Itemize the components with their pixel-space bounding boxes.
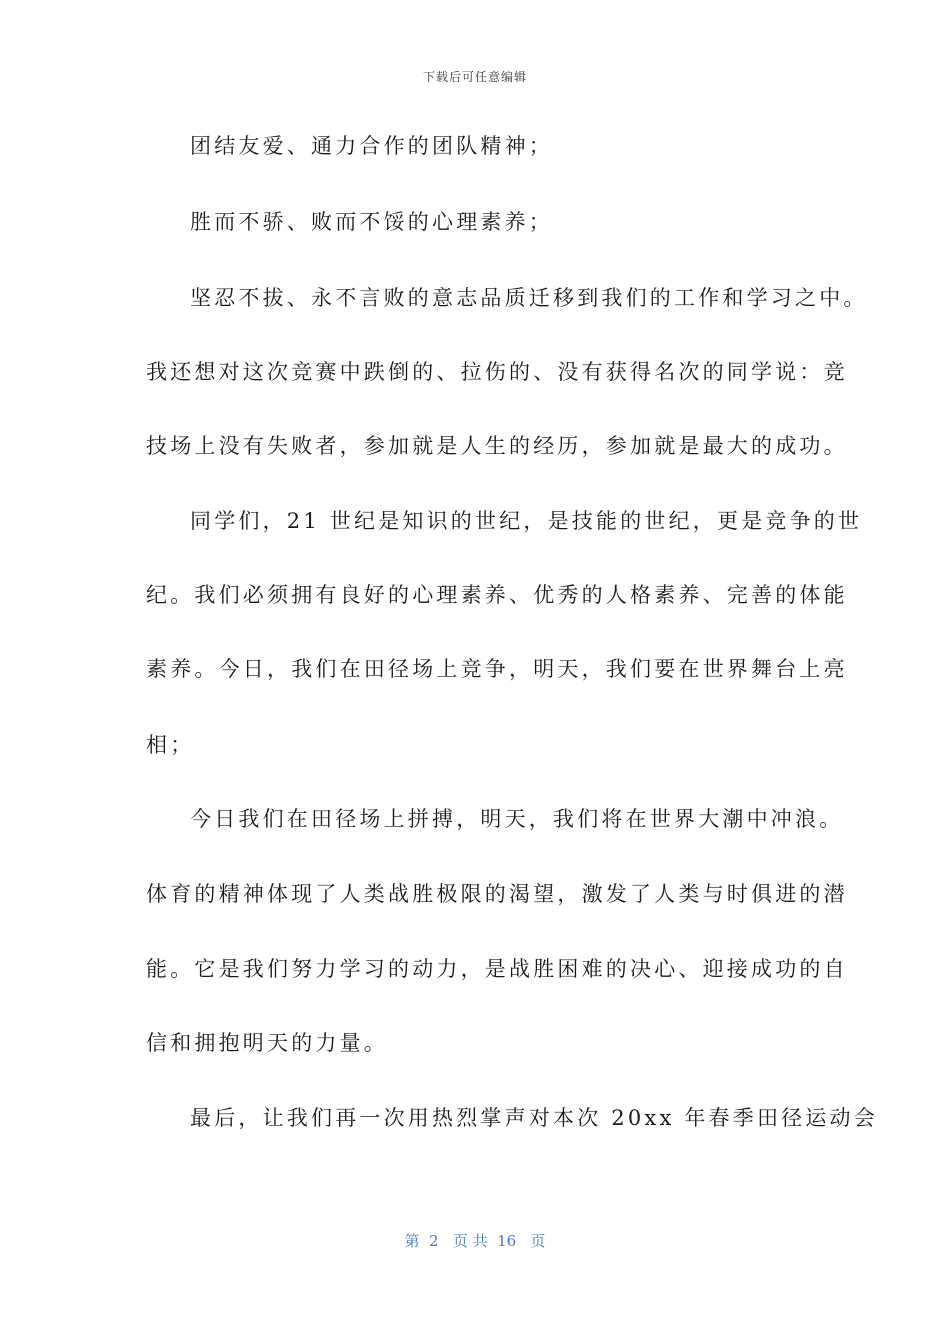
body-line: 胜而不骄、败而不馁的心理素养； [190,210,553,234]
body-line: 能。它是我们努力学习的动力，是战胜困难的决心、迎接成功的自 [146,957,848,981]
body-line: 同学们，21 世纪是知识的世纪，是技能的世纪，更是竞争的世 [190,509,863,533]
body-line: 今日我们在田径场上拼搏，明天，我们将在世界大潮中冲浪。 [190,807,844,831]
body-line: 技场上没有失败者，参加就是人生的经历，参加就是最大的成功。 [146,434,848,458]
body-line: 我还想对这次竞赛中跌倒的、拉伤的、没有获得名次的同学说：竞 [146,360,848,384]
body-line: 纪。我们必须拥有良好的心理素养、优秀的人格素养、完善的体能 [146,583,848,607]
body-line: 最后，让我们再一次用热烈掌声对本次 20xx 年春季田径运动会 [190,1106,878,1130]
page-header: 下载后可任意编辑 [422,70,527,84]
body-line: 坚忍不拔、永不言败的意志品质迁移到我们的工作和学习之中。 [190,286,868,310]
page-footer: 第 2 页 共 16 页 [404,1232,546,1250]
body-line: 信和拥抱明天的力量。 [146,1031,388,1055]
body-line: 体育的精神体现了人类战胜极限的渴望，激发了人类与时俱进的潜 [146,882,848,906]
body-line: 相； [146,733,195,757]
body-line: 素养。今日，我们在田径场上竞争，明天，我们要在世界舞台上亮 [146,657,848,681]
body-line: 团结友爱、通力合作的团队精神； [190,134,553,158]
